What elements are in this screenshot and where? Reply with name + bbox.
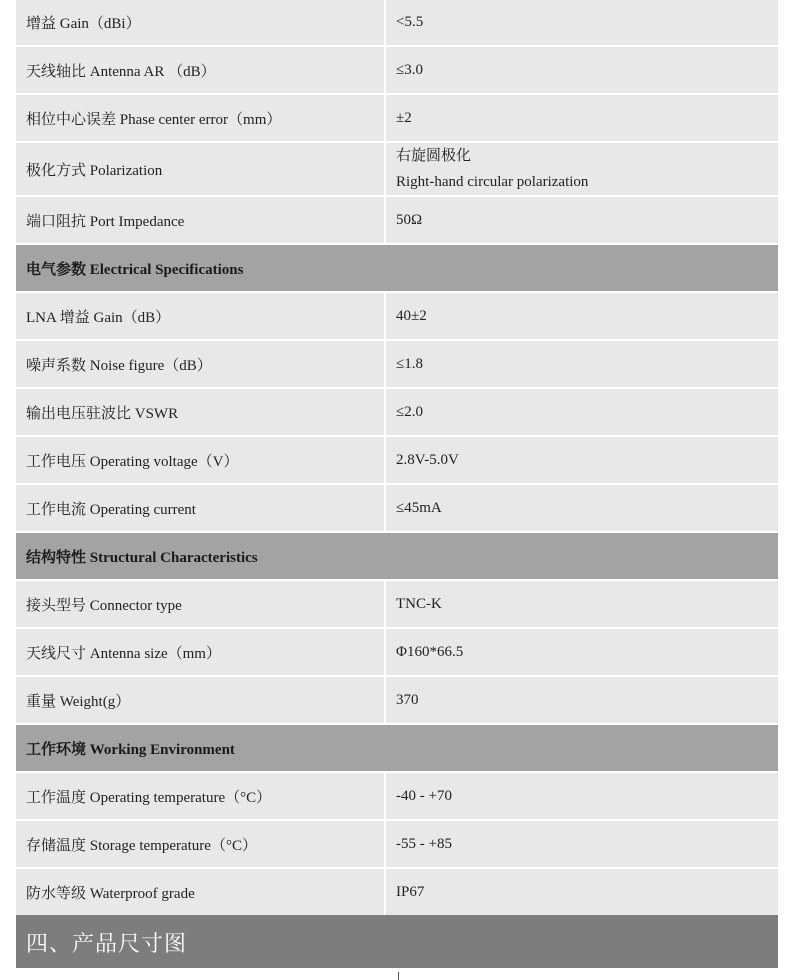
table-row	[16, 196, 778, 244]
section-header	[16, 244, 778, 292]
param-label: LNA 增益 Gain（dB）	[16, 292, 385, 340]
section-title: 结构特性 Structural Characteristics	[16, 532, 778, 580]
param-value: ≤2.0	[385, 388, 778, 436]
divider-mark	[398, 972, 399, 980]
param-value: 50Ω	[385, 196, 778, 244]
param-value: 370	[385, 676, 778, 724]
section-header	[16, 532, 778, 580]
param-value: 2.8V-5.0V	[385, 436, 778, 484]
table-row	[16, 46, 778, 94]
param-label: 天线轴比 Antenna AR （dB）	[16, 46, 385, 94]
spec-table	[16, 0, 778, 917]
table-row	[16, 388, 778, 436]
table-row	[16, 0, 778, 46]
section-heading-bar	[16, 915, 778, 968]
param-value: <5.5	[385, 0, 778, 46]
param-label: 存储温度 Storage temperature（°C）	[16, 820, 385, 868]
table-row	[16, 292, 778, 340]
param-label: 工作电压 Operating voltage（V）	[16, 436, 385, 484]
value-line-en: Right-hand circular polarization	[396, 174, 589, 190]
table-row	[16, 772, 778, 820]
param-value	[385, 142, 778, 196]
table-row	[16, 628, 778, 676]
param-value: TNC-K	[385, 580, 778, 628]
section-title: 工作环境 Working Environment	[16, 724, 778, 772]
section-heading-title: 四、产品尺寸图	[26, 932, 188, 957]
value-line-cn: 右旋圆极化	[396, 148, 472, 164]
table-row	[16, 820, 778, 868]
table-row	[16, 868, 778, 916]
param-label: 相位中心误差 Phase center error（mm）	[16, 94, 385, 142]
param-label: 增益 Gain（dBi）	[16, 0, 385, 46]
param-label: 接头型号 Connector type	[16, 580, 385, 628]
param-value: ±2	[385, 94, 778, 142]
table-row	[16, 340, 778, 388]
param-value: IP67	[385, 868, 778, 916]
param-value: ≤45mA	[385, 484, 778, 532]
param-label: 极化方式 Polarization	[16, 142, 385, 196]
table-row	[16, 580, 778, 628]
spec-sheet	[16, 0, 778, 917]
param-value: -55 - +85	[385, 820, 778, 868]
param-label: 噪声系数 Noise figure（dB）	[16, 340, 385, 388]
param-value: 40±2	[385, 292, 778, 340]
param-label: 防水等级 Waterproof grade	[16, 868, 385, 916]
section-title: 电气参数 Electrical Specifications	[16, 244, 778, 292]
param-label: 重量 Weight(g）	[16, 676, 385, 724]
param-label: 天线尺寸 Antenna size（mm）	[16, 628, 385, 676]
table-row	[16, 94, 778, 142]
param-value: -40 - +70	[385, 772, 778, 820]
table-row	[16, 484, 778, 532]
param-label: 输出电压驻波比 VSWR	[16, 388, 385, 436]
param-value: Φ160*66.5	[385, 628, 778, 676]
param-label: 端口阻抗 Port Impedance	[16, 196, 385, 244]
param-value: ≤3.0	[385, 46, 778, 94]
param-label: 工作电流 Operating current	[16, 484, 385, 532]
table-row	[16, 676, 778, 724]
param-value: ≤1.8	[385, 340, 778, 388]
section-header	[16, 724, 778, 772]
table-row	[16, 436, 778, 484]
table-row	[16, 142, 778, 196]
param-label: 工作温度 Operating temperature（°C）	[16, 772, 385, 820]
